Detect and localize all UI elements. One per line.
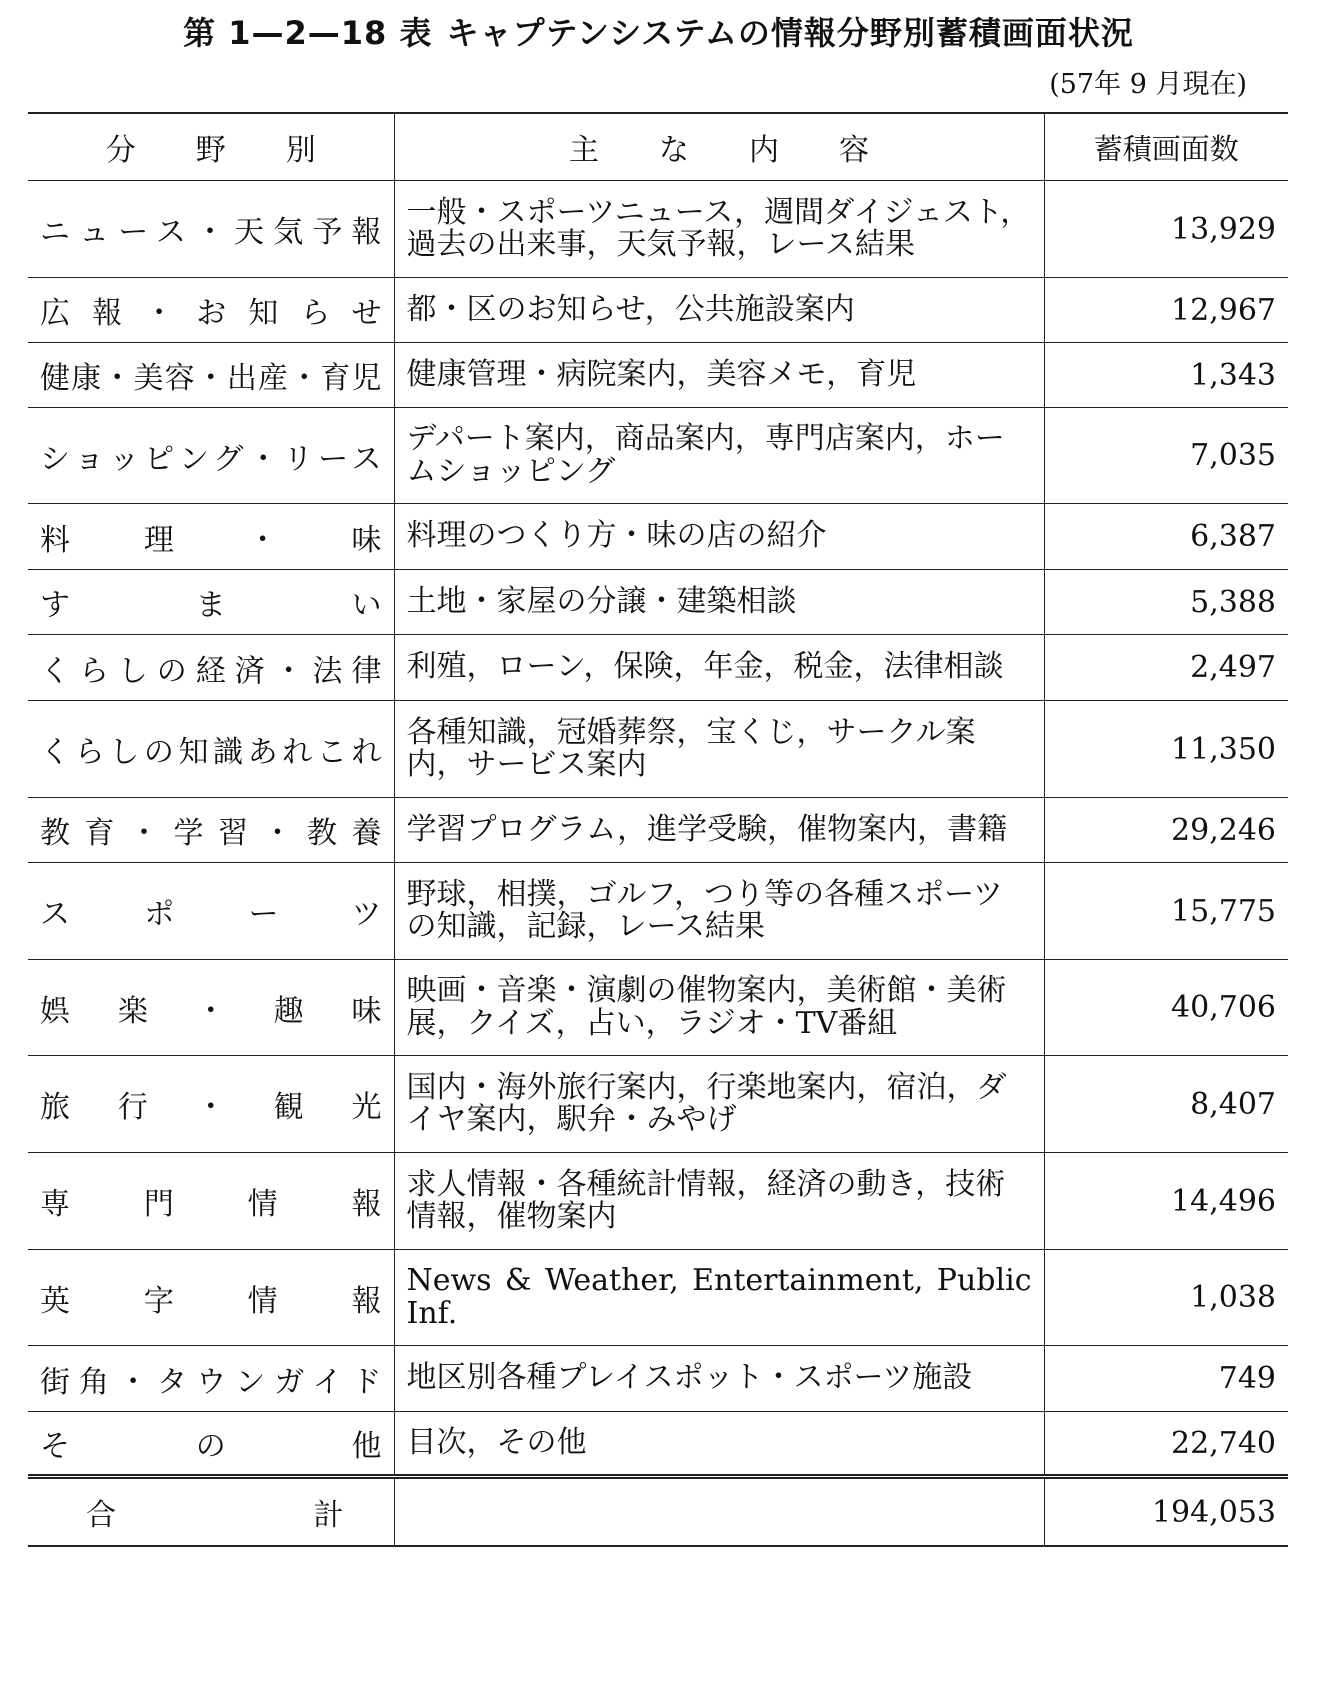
count-cell: 5,388: [1044, 570, 1288, 635]
count-cell: 6,387: [1044, 504, 1288, 570]
table-number: 第 1—2—18 表: [183, 14, 433, 52]
count-cell: 2,497: [1044, 635, 1288, 701]
count-cell: 29,246: [1044, 798, 1288, 863]
content-cell: 一般・スポーツニュース，週間ダイジェスト，過去の出来事，天気予報，レース結果: [394, 181, 1044, 278]
count-cell: 8,407: [1044, 1056, 1288, 1153]
category-cell: 健康・美容・出産・育児: [28, 343, 394, 408]
category-cell: ニュース・天気予報: [28, 181, 394, 278]
table-title: [0, 8, 1317, 54]
category-cell: すまい: [28, 570, 394, 635]
category-cell: 英字情報: [28, 1250, 394, 1346]
category-cell: 街角・タウンガイド: [28, 1346, 394, 1412]
content-cell: 映画・音楽・演劇の催物案内，美術館・美術展，クイズ，占い，ラジオ・TV番組: [394, 960, 1044, 1056]
total-label: 合計: [28, 1477, 394, 1547]
category-cell: スポーツ: [28, 863, 394, 960]
as-of-date: (57年 9 月現在): [1049, 69, 1247, 100]
content-cell: 料理のつくり方・味の店の紹介: [394, 504, 1044, 570]
content-cell: デパート案内，商品案内，専門店案内，ホームショッピング: [394, 408, 1044, 504]
table-row: [28, 1346, 1288, 1412]
count-cell: 12,967: [1044, 278, 1288, 343]
count-cell: 1,343: [1044, 343, 1288, 408]
category-cell: その他: [28, 1412, 394, 1477]
count-cell: 1,038: [1044, 1250, 1288, 1346]
content-cell: 目次，その他: [394, 1412, 1044, 1477]
table-row: [28, 863, 1288, 960]
content-cell: 地区別各種プレイスポット・スポーツ施設: [394, 1346, 1044, 1412]
table-row: [28, 570, 1288, 635]
header-content: 主 な 内 容: [394, 113, 1044, 181]
count-cell: 40,706: [1044, 960, 1288, 1056]
table-row: [28, 278, 1288, 343]
table-row: [28, 1250, 1288, 1346]
count-cell: 15,775: [1044, 863, 1288, 960]
total-content: [394, 1477, 1044, 1547]
count-cell: 7,035: [1044, 408, 1288, 504]
category-cell: くらしの経済・法律: [28, 635, 394, 701]
total-row: [28, 1477, 1288, 1547]
table-row: [28, 1153, 1288, 1250]
content-cell: News & Weather, Entertainment, Public Inf.: [394, 1250, 1044, 1346]
category-cell: 旅行・観光: [28, 1056, 394, 1153]
category-cell: ショッピング・リース: [28, 408, 394, 504]
category-cell: 教育・学習・教養: [28, 798, 394, 863]
table-row: [28, 1412, 1288, 1477]
table-row: [28, 635, 1288, 701]
header-category: 分 野 別: [28, 113, 394, 181]
category-cell: 専門情報: [28, 1153, 394, 1250]
category-cell: 広報・お知らせ: [28, 278, 394, 343]
header-count: 蓄積画面数: [1044, 113, 1288, 181]
data-table: [28, 112, 1288, 1547]
count-cell: 749: [1044, 1346, 1288, 1412]
content-cell: 利殖，ローン，保険，年金，税金，法律相談: [394, 635, 1044, 701]
table-title-text: キャプテンシステムの情報分野別蓄積画面状況: [446, 14, 1134, 52]
count-cell: 14,496: [1044, 1153, 1288, 1250]
content-cell: 健康管理・病院案内，美容メモ，育児: [394, 343, 1044, 408]
content-cell: 国内・海外旅行案内，行楽地案内，宿泊，ダイヤ案内，駅弁・みやげ: [394, 1056, 1044, 1153]
table-row: [28, 701, 1288, 798]
count-cell: 13,929: [1044, 181, 1288, 278]
table-row: [28, 343, 1288, 408]
table-row: [28, 798, 1288, 863]
content-cell: 野球，相撲，ゴルフ，つり等の各種スポーツの知識，記録，レース結果: [394, 863, 1044, 960]
content-cell: 土地・家屋の分譲・建築相談: [394, 570, 1044, 635]
table-row: [28, 1056, 1288, 1153]
category-cell: 娯楽・趣味: [28, 960, 394, 1056]
content-cell: 都・区のお知らせ，公共施設案内: [394, 278, 1044, 343]
total-count: 194,053: [1044, 1477, 1288, 1547]
category-cell: 料理・味: [28, 504, 394, 570]
header-row: [28, 113, 1288, 181]
content-cell: 各種知識，冠婚葬祭，宝くじ，サークル案内，サービス案内: [394, 701, 1044, 798]
table-row: [28, 960, 1288, 1056]
category-cell: くらしの知識あれこれ: [28, 701, 394, 798]
count-cell: 22,740: [1044, 1412, 1288, 1477]
content-cell: 学習プログラム，進学受験，催物案内，書籍: [394, 798, 1044, 863]
count-cell: 11,350: [1044, 701, 1288, 798]
table-row: [28, 504, 1288, 570]
content-cell: 求人情報・各種統計情報，経済の動き，技術情報，催物案内: [394, 1153, 1044, 1250]
table-row: [28, 408, 1288, 504]
table-row: [28, 181, 1288, 278]
